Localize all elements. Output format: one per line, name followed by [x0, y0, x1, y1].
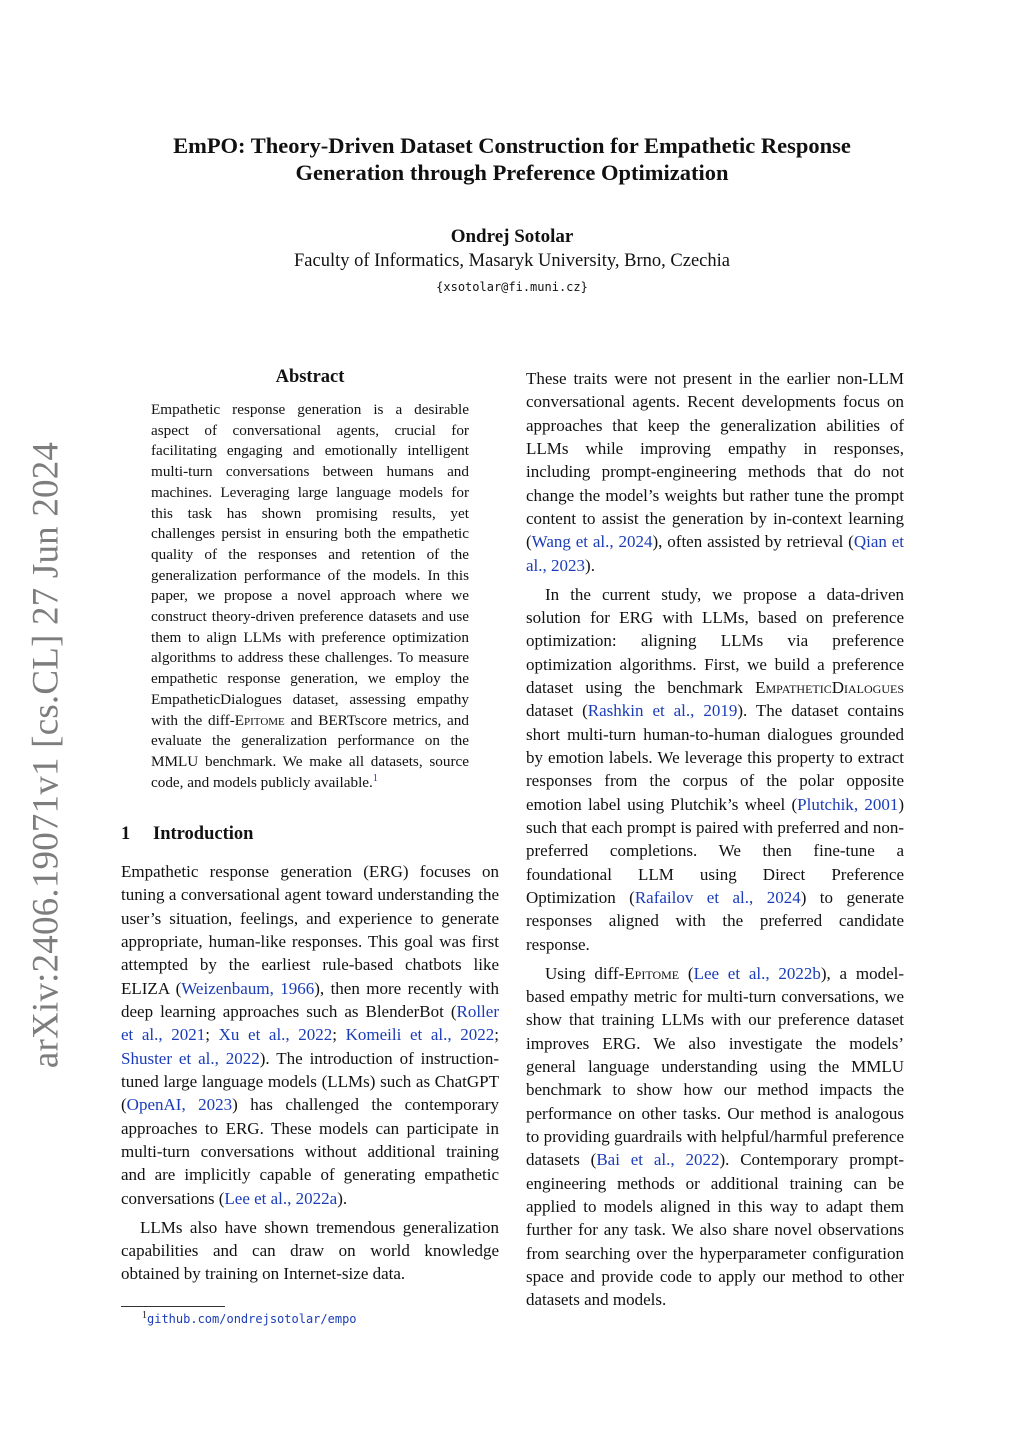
- author-affiliation: Faculty of Informatics, Masaryk University, Brno, Czechia: [293, 251, 730, 271]
- section-heading-introduction: [121, 824, 253, 845]
- text-run: Using diff-: [545, 963, 625, 983]
- citation-author: Plutchik: [797, 794, 854, 814]
- citation-year: 2022: [685, 1150, 720, 1170]
- text-run: ) such that each prompt is paired with preferred and non-preferred completions. We then fine-tune a foundational LLM using Direct Preference Optimization (: [526, 794, 904, 908]
- paragraph: [526, 583, 904, 957]
- abstract-text: [151, 400, 469, 793]
- abstract-epitome: Epitome: [234, 711, 285, 729]
- paragraph: LLMs also have shown tremendous generalization capabilities and can draw on world knowledge obtained by training on Internet-size data.: [121, 1217, 499, 1284]
- text-run: In the current study, we propose a data-driven solution for ERG with LLMs, based on preference optimization: aligning LLMs via preference optimization algorithms. First, we build a preference dataset using the benchmark: [526, 584, 904, 697]
- right-column-body: [526, 367, 904, 1312]
- citation-year: 2023: [198, 1095, 233, 1115]
- citation-author: Lee et al.: [224, 1188, 288, 1208]
- text-run: ).: [585, 555, 595, 575]
- footnote: [142, 1309, 357, 1327]
- citation-lee-2022b[interactable]: Lee et al., 2022b: [693, 963, 821, 983]
- citation-year: 2021: [171, 1025, 206, 1045]
- title-line-2: Generation through Preference Optimization: [295, 160, 729, 185]
- citation-lee-2022a[interactable]: Lee et al., 2022a: [224, 1188, 338, 1208]
- text-run: These traits were not present in the earlier non-LLM conversational agents. Recent developments focus on approaches that keep the generalization abilities of LLMs while improving empathy in responses, including prompt-engineering methods that do not change the model’s weights but rather tune the prompt content to assist the generation by in-context learning (: [526, 369, 904, 552]
- text-run: ), often assisted by retrieval (: [652, 532, 854, 552]
- text-run: ), a model-based empathy metric for multi-turn conversations, we show that training LLMs with our preference dataset improves ERG. We also investigate the models’ general language understanding using the MMLU benchmark to show how our method impacts the performance on other tasks. Our method is analogous to providing guardrails with helpful/harmful preference datasets (: [526, 963, 905, 1170]
- citation-year: 2024: [766, 888, 801, 908]
- arxiv-stamp: arXiv:2406.19071v1 [cs.CL] 27 Jun 2024: [25, 441, 67, 1069]
- citation-author: Rashkin et al.: [587, 701, 691, 721]
- citation-wang[interactable]: Wang et al., 2024: [531, 532, 653, 552]
- citation-year: 2022: [298, 1025, 333, 1045]
- paragraph: [526, 367, 904, 577]
- footnote-link[interactable]: github.com/ondrejsotolar/empo: [147, 1312, 357, 1326]
- citation-openai[interactable]: OpenAI, 2023: [126, 1095, 233, 1115]
- abstract-footnote-mark[interactable]: 1: [372, 772, 378, 784]
- text-run: ), then more recently with deep learning approaches such as BlenderBot (: [121, 978, 499, 1022]
- text-run: ).: [337, 1188, 348, 1208]
- citation-shuster[interactable]: Shuster et al., 2022: [121, 1048, 260, 1068]
- text-run: ) to generate responses aligned with the preferred candidate response.: [526, 888, 905, 954]
- text-run: ). Contemporary prompt-engineering methods or additional training can be applied to models aligned in this way to adapt them further for any task. We also share novel observations from searching over the hyperparameter configuration space and provide code to apply our method to other datasets and models.: [526, 1150, 904, 1310]
- citation-rafailov[interactable]: Rafailov et al., 2024: [634, 888, 801, 908]
- footnote-number: 1: [142, 1309, 147, 1321]
- citation-roller[interactable]: Roller et al., 2021: [121, 1002, 499, 1045]
- author-name: Ondrej Sotolar: [450, 226, 574, 247]
- left-column-body: [121, 860, 499, 1286]
- citation-author: Lee et al.: [693, 963, 766, 983]
- footnote-rule: [121, 1306, 225, 1307]
- citation-rashkin[interactable]: Rashkin et al., 2019: [587, 701, 738, 721]
- section-number: 1: [121, 824, 131, 844]
- citation-author: Xu et al.: [218, 1025, 286, 1045]
- citation-author: Weizenbaum: [181, 978, 270, 998]
- citation-year: 2022: [225, 1048, 260, 1068]
- section-title: Introduction: [153, 824, 254, 844]
- citation-year: 2019: [703, 701, 738, 721]
- title-line-1: EmPO: Theory-Driven Dataset Construction for Empathetic Response: [173, 133, 851, 158]
- citation-year: 2022: [460, 1025, 495, 1045]
- citation-author: Rafailov et al.: [634, 888, 750, 908]
- paragraph: [526, 962, 904, 1312]
- paragraph: Empathetic response generation (ERG) focuses on tuning a conversational agent toward understanding the user’s situation, feelings, and experience to generate appropriate, human-like responses. This goal was first attempted by the earliest rule-based chatbots like ELIZA (Weizenbaum, 1966), then more recently with deep learning approaches such as BlenderBot (Roller et al., 2021; Xu et al., 2022; Komeili et al., 2022; Shuster et al., 2022). The introduction of instruction-tuned large language models (LLMs) such as ChatGPT (OpenAI, 2023) has challenged the contemporary approaches to ERG. These models can participate in multi-turn conversations without additional training and are implicitly capable of generating empathetic conversations (Lee et al., 2022a).: [121, 862, 500, 1208]
- citation-komeili[interactable]: Komeili et al., 2022: [345, 1025, 495, 1045]
- citation-year: 2022a: [295, 1188, 338, 1208]
- citation-author: OpenAI: [126, 1095, 182, 1115]
- dataset-name: EmpatheticDialogues: [755, 677, 904, 697]
- citation-weizenbaum[interactable]: Weizenbaum, 1966: [181, 978, 315, 998]
- citation-year: 2022b: [778, 963, 821, 983]
- citation-bai[interactable]: Bai et al., 2022: [596, 1150, 720, 1170]
- citation-xu[interactable]: Xu et al., 2022: [218, 1025, 333, 1045]
- citation-year: 2024: [618, 532, 653, 552]
- author-email: {xsotolar@fi.muni.cz}: [436, 280, 588, 294]
- text-run: (: [679, 963, 694, 983]
- abstract-text-b: and BERTscore metrics, and evaluate the generalization performance on the MMLU benchmark. We make all datasets, source code, and models publicly available.: [151, 711, 469, 791]
- citation-author: Qian et al.: [526, 532, 904, 575]
- abstract-text-a: Empathetic response generation is a desirable aspect of conversational agents, crucial for facilitating engaging and emotionally intelligent multi-turn conversations between humans and machines. Leveraging large language models for this task has shown promising results, yet challenges persist in ensuring both the empathetic quality of the responses and retention of the generalization performance of the models. In this paper, we propose a novel approach where we construct theory-driven preference datasets and use them to align LLMs with preference optimization algorithms to address these challenges. To measure empathetic response generation, we employ the EmpatheticDialogues dataset, assessing empathy with the diff-: [151, 401, 469, 729]
- citation-year: 2023: [551, 555, 586, 575]
- citation-author: Roller et al.: [121, 1002, 499, 1045]
- abstract-heading: Abstract: [275, 367, 345, 387]
- text-run: ) has challenged the contemporary approaches to ERG. These models can participate in multi-turn conversations without additional training and are implicitly capable of generating empathetic conversations (: [121, 1095, 499, 1208]
- citation-author: Wang et al.: [531, 532, 610, 552]
- text-run: ). The introduction of instruction-tuned large language models (LLMs) such as ChatGPT (: [121, 1048, 500, 1115]
- text-run: dataset (: [526, 701, 588, 721]
- metric-name: Epitome: [624, 963, 680, 983]
- citation-author: Komeili et al.: [345, 1025, 448, 1045]
- text-run: Empathetic response generation (ERG) focuses on tuning a conversational agent toward understanding the user’s situation, feelings, and experience to generate appropriate, human-like responses. This goal was first attempted by the earliest rule-based chatbots like ELIZA (: [121, 862, 499, 998]
- citation-year: 1966: [280, 978, 315, 998]
- citation-author: Bai et al.: [596, 1150, 671, 1170]
- citation-year: 2001: [864, 794, 899, 814]
- text-run: ). The dataset contains short multi-turn human-to-human dialogues grounded by emotion labels. We leverage this property to extract responses from the corpus of the polar opposite emotion label using Plutchik’s wheel (: [526, 701, 905, 814]
- citation-author: Shuster et al.: [121, 1048, 215, 1068]
- citation-qian[interactable]: Qian et al., 2023: [526, 532, 904, 575]
- citation-plutchik[interactable]: Plutchik, 2001: [797, 794, 899, 814]
- paper-title: [120, 132, 904, 186]
